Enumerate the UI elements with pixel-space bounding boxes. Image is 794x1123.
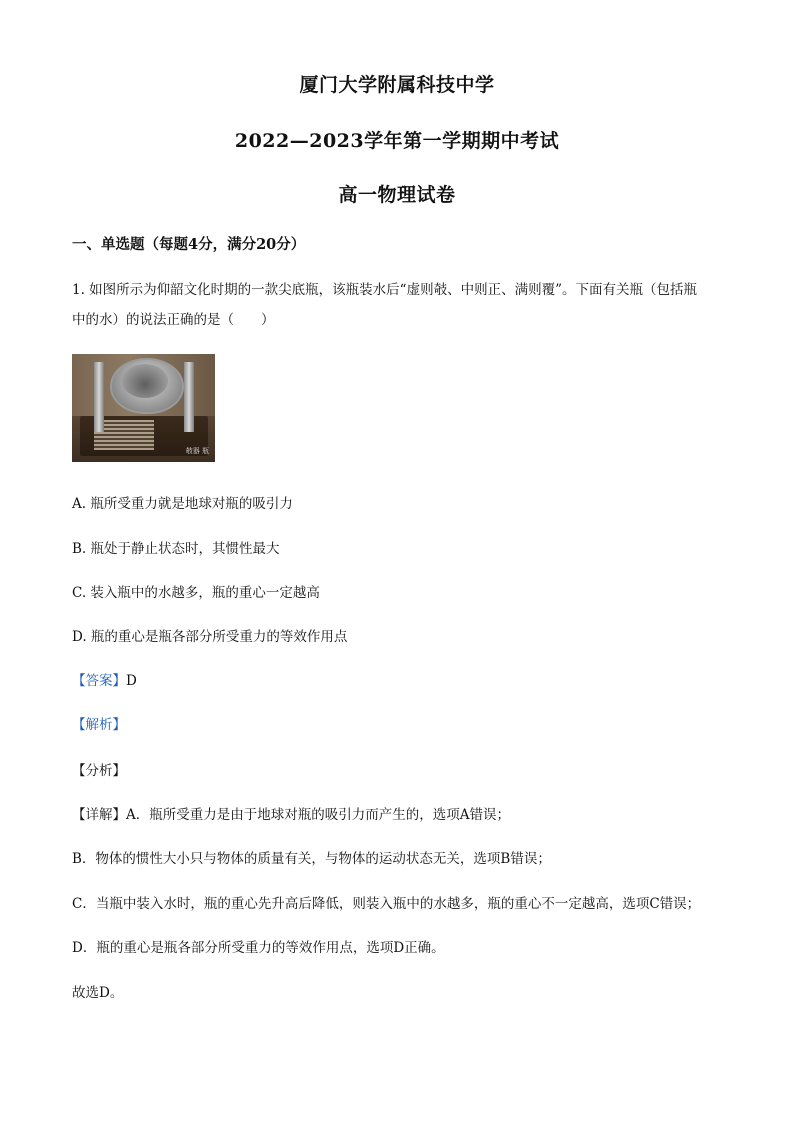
analysis-label: 【解析】 <box>72 717 126 733</box>
photo-pillar-left <box>94 362 104 432</box>
fenxi-label: 【分析】 <box>72 763 126 779</box>
detail-b: B．物体的惯性大小只与物体的质量有关，与物体的运动状态无关，选项B错误； <box>72 851 551 867</box>
option-a: A. 瓶所受重力就是地球对瓶的吸引力 <box>72 496 293 512</box>
photo-caption: 攲器 瓶 <box>185 447 209 455</box>
option-b: B. 瓶处于静止状态时，其惯性最大 <box>72 541 280 557</box>
conclusion: 故选D。 <box>72 985 124 1001</box>
option-d: D. 瓶的重心是瓶各部分所受重力的等效作用点 <box>72 629 348 645</box>
school-title: 厦门大学附属科技中学 <box>299 74 495 96</box>
detail-a: A．瓶所受重力是由于地球对瓶的吸引力而产生的，选项A错误； <box>126 807 510 823</box>
question-stem-line1: 1. 如图所示为仰韶文化时期的一款尖底瓶，该瓶装水后“虚则攲、中则正、满则覆”。下面有关瓶（包括瓶 <box>72 282 697 298</box>
question-image <box>72 354 215 462</box>
answer-line <box>72 669 137 689</box>
detail-a-line <box>72 803 510 823</box>
term-title: 2022—2023学年第一学期期中考试 <box>234 130 560 152</box>
subject-title: 高一物理试卷 <box>338 184 456 206</box>
answer-value: D <box>126 673 137 689</box>
section-heading: 一、单选题（每题4分，满分20分） <box>72 236 306 253</box>
photo-vessel-inner <box>122 364 168 398</box>
detail-label: 【详解】 <box>72 807 126 823</box>
answer-label: 【答案】 <box>72 673 126 689</box>
option-c: C. 装入瓶中的水越多，瓶的重心一定越高 <box>72 585 320 601</box>
question-stem-line2: 中的水）的说法正确的是（ ） <box>72 312 275 328</box>
detail-d: D．瓶的重心是瓶各部分所受重力的等效作用点，选项D正确。 <box>72 940 445 956</box>
detail-c: C．当瓶中装入水时，瓶的重心先升高后降低，则装入瓶中的水越多，瓶的重心不一定越高，选项C错误； <box>72 896 701 912</box>
photo-pillar-right <box>184 362 194 432</box>
